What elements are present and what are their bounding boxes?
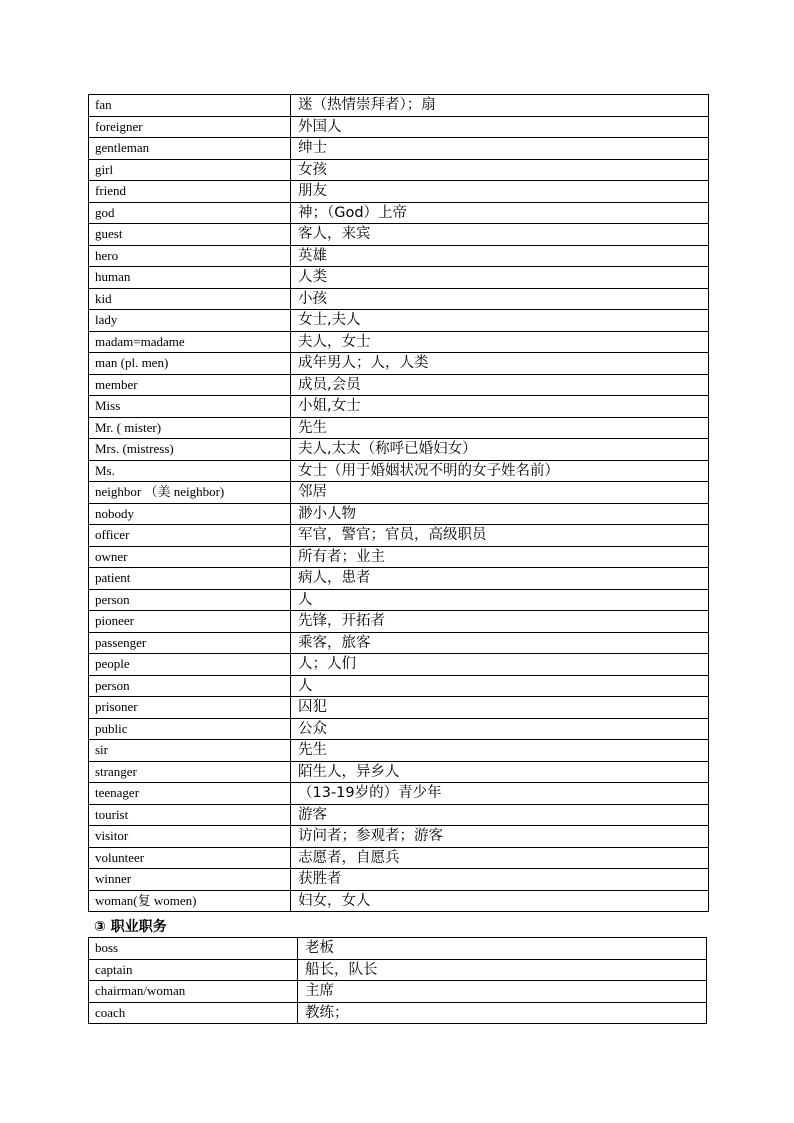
chinese-meaning-cell: 神；（God）上帝 xyxy=(291,202,709,224)
english-word-cell: prisoner xyxy=(89,697,291,719)
table-row xyxy=(89,439,709,461)
chinese-meaning-cell: 船长，队长 xyxy=(298,959,707,981)
table-row xyxy=(89,938,707,960)
english-word-cell: god xyxy=(89,202,291,224)
chinese-meaning-cell: 教练； xyxy=(298,1002,707,1024)
table-row xyxy=(89,589,709,611)
table-row xyxy=(89,525,709,547)
english-word-cell: sir xyxy=(89,740,291,762)
chinese-meaning-cell: 人；人们 xyxy=(291,654,709,676)
table-row xyxy=(89,331,709,353)
table-row xyxy=(89,374,709,396)
table-row xyxy=(89,482,709,504)
chinese-meaning-cell: （13-19岁的）青少年 xyxy=(291,783,709,805)
english-word-cell: pioneer xyxy=(89,611,291,633)
chinese-meaning-cell: 军官，警官；官员，高级职员 xyxy=(291,525,709,547)
english-word-cell: public xyxy=(89,718,291,740)
english-word-cell: stranger xyxy=(89,761,291,783)
table-row xyxy=(89,697,709,719)
chinese-meaning-cell: 志愿者，自愿兵 xyxy=(291,847,709,869)
english-word-cell: human xyxy=(89,267,291,289)
table-row xyxy=(89,138,709,160)
table-row xyxy=(89,267,709,289)
chinese-meaning-cell: 人 xyxy=(291,675,709,697)
chinese-meaning-cell: 病人，患者 xyxy=(291,568,709,590)
english-word-cell: gentleman xyxy=(89,138,291,160)
table-row xyxy=(89,95,709,117)
english-word-cell: owner xyxy=(89,546,291,568)
english-word-cell: tourist xyxy=(89,804,291,826)
english-word-cell: fan xyxy=(89,95,291,117)
english-word-cell: Ms. xyxy=(89,460,291,482)
chinese-meaning-cell: 公众 xyxy=(291,718,709,740)
chinese-meaning-cell: 夫人，女士 xyxy=(291,331,709,353)
chinese-meaning-cell: 朋友 xyxy=(291,181,709,203)
english-word-cell: neighbor （美 neighbor) xyxy=(89,482,291,504)
vocabulary-table-occupations xyxy=(88,937,707,1024)
chinese-meaning-cell: 乘客，旅客 xyxy=(291,632,709,654)
table-row xyxy=(89,890,709,912)
table-row xyxy=(89,869,709,891)
chinese-meaning-cell: 小姐,女士 xyxy=(291,396,709,418)
table-row xyxy=(89,826,709,848)
chinese-meaning-cell: 老板 xyxy=(298,938,707,960)
table-row xyxy=(89,568,709,590)
table-row xyxy=(89,804,709,826)
chinese-meaning-cell: 人 xyxy=(291,589,709,611)
table-row xyxy=(89,116,709,138)
english-word-cell: hero xyxy=(89,245,291,267)
table-row xyxy=(89,159,709,181)
chinese-meaning-cell: 所有者；业主 xyxy=(291,546,709,568)
english-word-cell: man (pl. men) xyxy=(89,353,291,375)
english-word-cell: teenager xyxy=(89,783,291,805)
chinese-meaning-cell: 小孩 xyxy=(291,288,709,310)
english-word-cell: coach xyxy=(89,1002,298,1024)
chinese-meaning-cell: 渺小人物 xyxy=(291,503,709,525)
table-row xyxy=(89,847,709,869)
chinese-meaning-cell: 囚犯 xyxy=(291,697,709,719)
table-row xyxy=(89,546,709,568)
table-row xyxy=(89,959,707,981)
table-row xyxy=(89,245,709,267)
chinese-meaning-cell: 迷（热情崇拜者）；扇 xyxy=(291,95,709,117)
english-word-cell: people xyxy=(89,654,291,676)
chinese-meaning-cell: 游客 xyxy=(291,804,709,826)
chinese-meaning-cell: 夫人,太太（称呼已婚妇女） xyxy=(291,439,709,461)
english-word-cell: friend xyxy=(89,181,291,203)
chinese-meaning-cell: 主席 xyxy=(298,981,707,1003)
chinese-meaning-cell: 客人，来宾 xyxy=(291,224,709,246)
table-row xyxy=(89,654,709,676)
table-row xyxy=(89,181,709,203)
table-row xyxy=(89,740,709,762)
chinese-meaning-cell: 绅士 xyxy=(291,138,709,160)
english-word-cell: person xyxy=(89,589,291,611)
chinese-meaning-cell: 获胜者 xyxy=(291,869,709,891)
english-word-cell: kid xyxy=(89,288,291,310)
chinese-meaning-cell: 成年男人；人，人类 xyxy=(291,353,709,375)
chinese-meaning-cell: 访问者；参观者；游客 xyxy=(291,826,709,848)
chinese-meaning-cell: 英雄 xyxy=(291,245,709,267)
english-word-cell: volunteer xyxy=(89,847,291,869)
table-row xyxy=(89,460,709,482)
english-word-cell: passenger xyxy=(89,632,291,654)
table-row xyxy=(89,396,709,418)
chinese-meaning-cell: 人类 xyxy=(291,267,709,289)
chinese-meaning-cell: 女孩 xyxy=(291,159,709,181)
table-row xyxy=(89,981,707,1003)
english-word-cell: officer xyxy=(89,525,291,547)
english-word-cell: lady xyxy=(89,310,291,332)
chinese-meaning-cell: 先生 xyxy=(291,740,709,762)
english-word-cell: woman(复 women) xyxy=(89,890,291,912)
english-word-cell: captain xyxy=(89,959,298,981)
english-word-cell: foreigner xyxy=(89,116,291,138)
table-row xyxy=(89,503,709,525)
english-word-cell: nobody xyxy=(89,503,291,525)
chinese-meaning-cell: 成员,会员 xyxy=(291,374,709,396)
table-row xyxy=(89,783,709,805)
english-word-cell: guest xyxy=(89,224,291,246)
chinese-meaning-cell: 陌生人，异乡人 xyxy=(291,761,709,783)
chinese-meaning-cell: 先锋，开拓者 xyxy=(291,611,709,633)
table-row xyxy=(89,288,709,310)
table-row xyxy=(89,417,709,439)
table-row xyxy=(89,632,709,654)
table-row xyxy=(89,1002,707,1024)
chinese-meaning-cell: 女士,夫人 xyxy=(291,310,709,332)
english-word-cell: person xyxy=(89,675,291,697)
english-word-cell: patient xyxy=(89,568,291,590)
chinese-meaning-cell: 女士（用于婚姻状况不明的女子姓名前） xyxy=(291,460,709,482)
english-word-cell: chairman/woman xyxy=(89,981,298,1003)
english-word-cell: Mr. ( mister) xyxy=(89,417,291,439)
english-word-cell: Miss xyxy=(89,396,291,418)
chinese-meaning-cell: 外国人 xyxy=(291,116,709,138)
english-word-cell: member xyxy=(89,374,291,396)
table-row xyxy=(89,675,709,697)
english-word-cell: winner xyxy=(89,869,291,891)
english-word-cell: girl xyxy=(89,159,291,181)
english-word-cell: Mrs. (mistress) xyxy=(89,439,291,461)
table-row xyxy=(89,611,709,633)
vocabulary-table-people xyxy=(88,94,709,912)
chinese-meaning-cell: 邻居 xyxy=(291,482,709,504)
table-row xyxy=(89,224,709,246)
table-row xyxy=(89,202,709,224)
table-row xyxy=(89,761,709,783)
english-word-cell: visitor xyxy=(89,826,291,848)
chinese-meaning-cell: 妇女，女人 xyxy=(291,890,709,912)
section-heading-occupations: ③ 职业职务 xyxy=(94,919,167,935)
table-row xyxy=(89,310,709,332)
chinese-meaning-cell: 先生 xyxy=(291,417,709,439)
english-word-cell: boss xyxy=(89,938,298,960)
table-row xyxy=(89,718,709,740)
english-word-cell: madam=madame xyxy=(89,331,291,353)
table-row xyxy=(89,353,709,375)
